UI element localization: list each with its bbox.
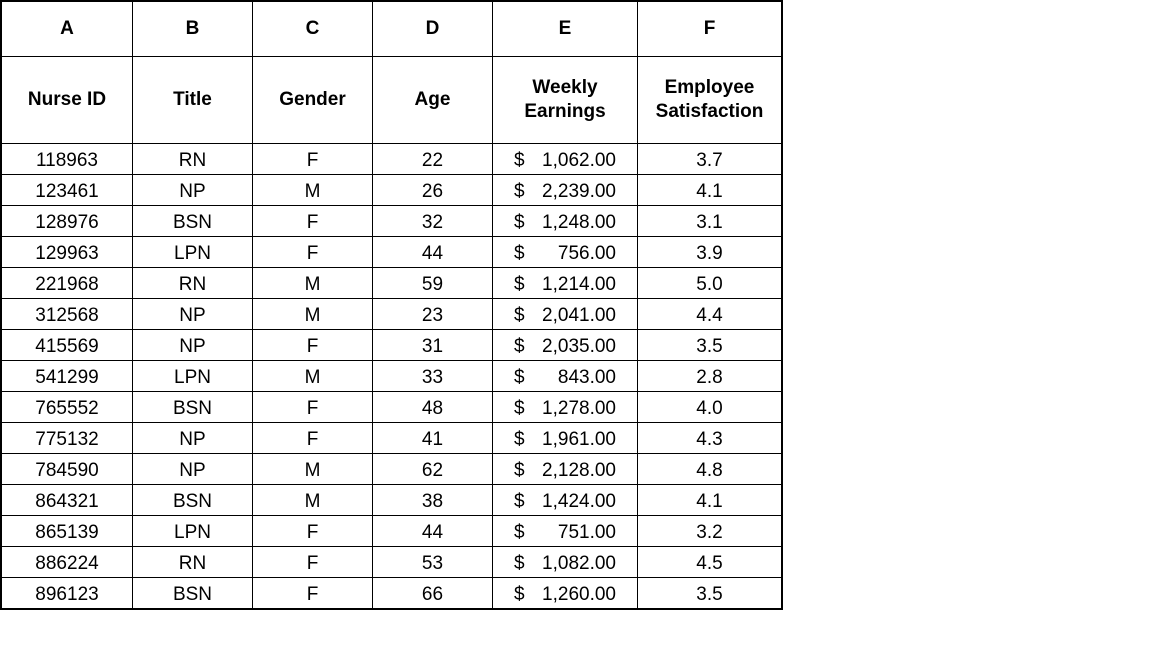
currency-symbol: $ <box>514 366 525 388</box>
cell-employee-satisfaction: 4.8 <box>638 454 782 485</box>
table-row <box>2 392 782 423</box>
cell-weekly-earnings <box>493 268 638 299</box>
cell-gender: M <box>253 299 373 330</box>
earnings-value <box>514 181 616 203</box>
cell-title: LPN <box>133 361 253 392</box>
earnings-amount: 1,248.00 <box>542 211 616 233</box>
currency-symbol: $ <box>514 490 525 512</box>
cell-employee-satisfaction: 4.4 <box>638 299 782 330</box>
earnings-value <box>514 491 616 513</box>
cell-employee-satisfaction: 4.0 <box>638 392 782 423</box>
cell-gender: M <box>253 485 373 516</box>
column-letter-f: F <box>638 2 782 57</box>
cell-age: 48 <box>373 392 493 423</box>
cell-title: NP <box>133 454 253 485</box>
earnings-value <box>514 584 616 606</box>
cell-title: NP <box>133 423 253 454</box>
cell-age: 41 <box>373 423 493 454</box>
cell-employee-satisfaction: 3.1 <box>638 206 782 237</box>
cell-age: 44 <box>373 237 493 268</box>
table-row <box>2 299 782 330</box>
cell-age: 66 <box>373 578 493 609</box>
column-letter-c: C <box>253 2 373 57</box>
currency-symbol: $ <box>514 397 525 419</box>
cell-gender: F <box>253 423 373 454</box>
currency-symbol: $ <box>514 242 525 264</box>
cell-nurse-id: 128976 <box>2 206 133 237</box>
earnings-value <box>514 274 616 296</box>
table-row <box>2 578 782 609</box>
header-age: Age <box>373 57 493 144</box>
earnings-amount: 2,128.00 <box>542 459 616 481</box>
cell-title: NP <box>133 330 253 361</box>
cell-gender: F <box>253 330 373 361</box>
cell-age: 32 <box>373 206 493 237</box>
currency-symbol: $ <box>514 180 525 202</box>
header-weekly-earnings-line1: Weekly <box>532 77 598 98</box>
cell-nurse-id: 129963 <box>2 237 133 268</box>
cell-title: RN <box>133 268 253 299</box>
earnings-amount: 751.00 <box>557 521 616 543</box>
cell-age: 22 <box>373 144 493 175</box>
cell-nurse-id: 775132 <box>2 423 133 454</box>
cell-nurse-id: 541299 <box>2 361 133 392</box>
table-row <box>2 547 782 578</box>
cell-employee-satisfaction: 4.1 <box>638 175 782 206</box>
header-employee-satisfaction <box>638 57 782 144</box>
currency-symbol: $ <box>514 428 525 450</box>
table-row <box>2 361 782 392</box>
cell-age: 23 <box>373 299 493 330</box>
earnings-value <box>514 336 616 358</box>
cell-weekly-earnings <box>493 516 638 547</box>
earnings-value <box>514 398 616 420</box>
cell-nurse-id: 118963 <box>2 144 133 175</box>
earnings-amount: 1,082.00 <box>542 552 616 574</box>
currency-symbol: $ <box>514 335 525 357</box>
cell-title: BSN <box>133 485 253 516</box>
column-letter-b: B <box>133 2 253 57</box>
cell-weekly-earnings <box>493 547 638 578</box>
header-weekly-earnings-line2: Earnings <box>524 101 606 122</box>
cell-employee-satisfaction: 4.5 <box>638 547 782 578</box>
earnings-amount: 2,239.00 <box>542 180 616 202</box>
header-satisfaction-line2: Satisfaction <box>655 101 764 122</box>
currency-symbol: $ <box>514 211 525 233</box>
cell-employee-satisfaction: 3.7 <box>638 144 782 175</box>
earnings-value <box>514 367 616 389</box>
cell-age: 38 <box>373 485 493 516</box>
cell-weekly-earnings <box>493 361 638 392</box>
currency-symbol: $ <box>514 304 525 326</box>
earnings-amount: 1,424.00 <box>542 490 616 512</box>
header-weekly-earnings <box>493 57 638 144</box>
earnings-value <box>514 305 616 327</box>
cell-weekly-earnings <box>493 144 638 175</box>
cell-title: LPN <box>133 237 253 268</box>
cell-gender: F <box>253 144 373 175</box>
cell-employee-satisfaction: 2.8 <box>638 361 782 392</box>
cell-nurse-id: 765552 <box>2 392 133 423</box>
header-nurse-id: Nurse ID <box>2 57 133 144</box>
earnings-amount: 1,062.00 <box>542 149 616 171</box>
currency-symbol: $ <box>514 149 525 171</box>
column-letter-row <box>2 2 782 57</box>
table-row <box>2 516 782 547</box>
earnings-amount: 1,214.00 <box>542 273 616 295</box>
cell-title: RN <box>133 144 253 175</box>
cell-employee-satisfaction: 4.3 <box>638 423 782 454</box>
cell-nurse-id: 784590 <box>2 454 133 485</box>
table-row <box>2 330 782 361</box>
cell-gender: M <box>253 268 373 299</box>
cell-weekly-earnings <box>493 578 638 609</box>
cell-employee-satisfaction: 3.5 <box>638 578 782 609</box>
cell-weekly-earnings <box>493 175 638 206</box>
cell-nurse-id: 865139 <box>2 516 133 547</box>
cell-employee-satisfaction: 3.5 <box>638 330 782 361</box>
earnings-amount: 2,041.00 <box>542 304 616 326</box>
column-letter-e: E <box>493 2 638 57</box>
cell-age: 62 <box>373 454 493 485</box>
cell-nurse-id: 123461 <box>2 175 133 206</box>
cell-title: BSN <box>133 392 253 423</box>
table-row <box>2 144 782 175</box>
earnings-value <box>514 212 616 234</box>
cell-weekly-earnings <box>493 299 638 330</box>
header-satisfaction-line1: Employee <box>664 77 755 98</box>
column-letter-d: D <box>373 2 493 57</box>
currency-symbol: $ <box>514 521 525 543</box>
header-title: Title <box>133 57 253 144</box>
cell-employee-satisfaction: 5.0 <box>638 268 782 299</box>
table-row <box>2 423 782 454</box>
cell-weekly-earnings <box>493 392 638 423</box>
earnings-value <box>514 429 616 451</box>
cell-gender: M <box>253 175 373 206</box>
earnings-value <box>514 243 616 265</box>
cell-age: 59 <box>373 268 493 299</box>
table-body <box>2 2 782 609</box>
cell-age: 53 <box>373 547 493 578</box>
cell-title: NP <box>133 175 253 206</box>
currency-symbol: $ <box>514 459 525 481</box>
cell-gender: F <box>253 516 373 547</box>
cell-age: 26 <box>373 175 493 206</box>
earnings-value <box>514 522 616 544</box>
cell-gender: F <box>253 206 373 237</box>
table-row <box>2 454 782 485</box>
cell-gender: F <box>253 578 373 609</box>
earnings-amount: 756.00 <box>557 242 616 264</box>
cell-nurse-id: 864321 <box>2 485 133 516</box>
cell-nurse-id: 221968 <box>2 268 133 299</box>
cell-gender: F <box>253 392 373 423</box>
cell-nurse-id: 415569 <box>2 330 133 361</box>
cell-title: BSN <box>133 578 253 609</box>
earnings-amount: 1,278.00 <box>542 397 616 419</box>
cell-weekly-earnings <box>493 330 638 361</box>
earnings-amount: 2,035.00 <box>542 335 616 357</box>
cell-employee-satisfaction: 3.2 <box>638 516 782 547</box>
cell-title: BSN <box>133 206 253 237</box>
currency-symbol: $ <box>514 583 525 605</box>
header-gender: Gender <box>253 57 373 144</box>
table-row <box>2 206 782 237</box>
cell-nurse-id: 312568 <box>2 299 133 330</box>
cell-nurse-id: 886224 <box>2 547 133 578</box>
nurse-data-table <box>1 1 782 609</box>
column-letter-a: A <box>2 2 133 57</box>
cell-weekly-earnings <box>493 206 638 237</box>
earnings-amount: 1,260.00 <box>542 583 616 605</box>
table-row <box>2 237 782 268</box>
table-row <box>2 175 782 206</box>
header-row <box>2 57 782 144</box>
earnings-value <box>514 553 616 575</box>
currency-symbol: $ <box>514 552 525 574</box>
cell-weekly-earnings <box>493 237 638 268</box>
cell-age: 31 <box>373 330 493 361</box>
earnings-value <box>514 150 616 172</box>
cell-gender: M <box>253 361 373 392</box>
cell-nurse-id: 896123 <box>2 578 133 609</box>
earnings-amount: 843.00 <box>557 366 616 388</box>
cell-employee-satisfaction: 4.1 <box>638 485 782 516</box>
cell-weekly-earnings <box>493 485 638 516</box>
earnings-amount: 1,961.00 <box>542 428 616 450</box>
cell-age: 44 <box>373 516 493 547</box>
cell-weekly-earnings <box>493 423 638 454</box>
cell-employee-satisfaction: 3.9 <box>638 237 782 268</box>
cell-gender: M <box>253 454 373 485</box>
cell-gender: F <box>253 237 373 268</box>
cell-age: 33 <box>373 361 493 392</box>
cell-title: RN <box>133 547 253 578</box>
cell-gender: F <box>253 547 373 578</box>
cell-title: LPN <box>133 516 253 547</box>
earnings-value <box>514 460 616 482</box>
currency-symbol: $ <box>514 273 525 295</box>
cell-weekly-earnings <box>493 454 638 485</box>
table-row <box>2 268 782 299</box>
cell-title: NP <box>133 299 253 330</box>
table-row <box>2 485 782 516</box>
